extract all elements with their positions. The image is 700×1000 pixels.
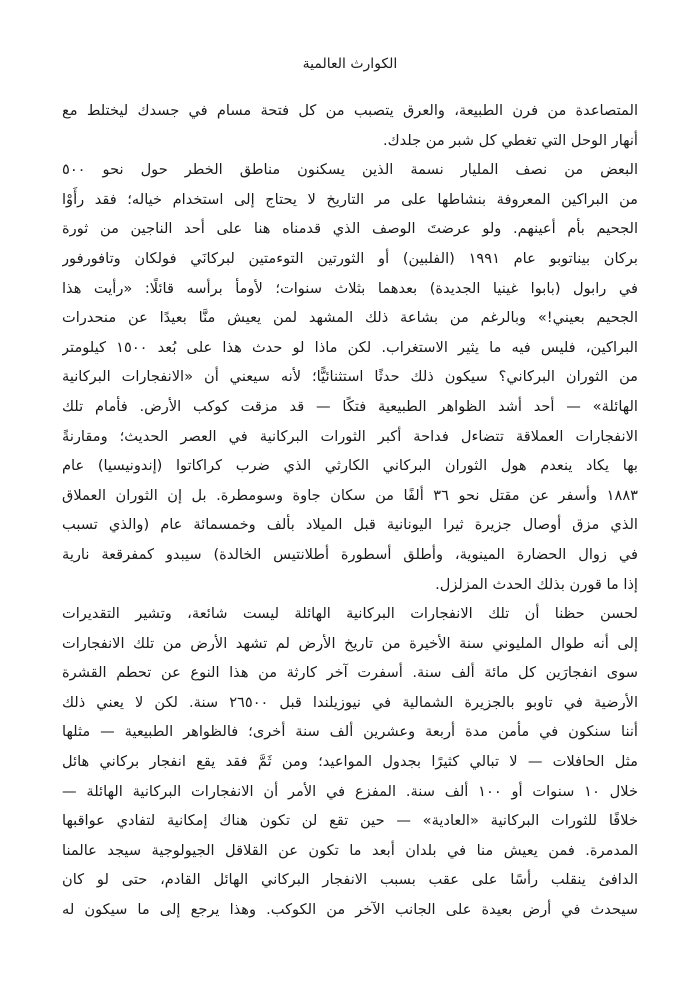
text-line: سيحدث في أرض بعيدة على الجانب الآخر من الكوكب. وهذا يرجع إلى ما سيكون له [62,901,638,919]
text-line: في زوال الحضارة المينوية، وأطلق أسطورة أطلانتيس الخالدة) سيبدو كمفرقعة نارية [62,545,638,563]
text-line: من البراكين المعروفة بنشاطها على مر التاريخ لا يحتاج إلى استخدام خياله؛ فقد رأَوْا [62,190,638,208]
text-line: مثل الحافلات — لا تبالي كثيرًا بجدول المواعيد؛ ومن ثَمَّ فقد يقع انفجار بركاني هائل [62,753,638,771]
text-line: لحسن حظنا أن تلك الانفجارات البركانية الهائلة ليست شائعة، وتشير التقديرات [62,605,638,623]
text-line: الهائلة» — أحد أشد الظواهر الطبيعية فتكًا — قد مزقت كوكب الأرض. فأمام تلك [62,397,638,415]
text-line: إلى أنه طوال المليوني سنة الأخيرة من تاريخ الأرض لم تشهد الأرض من تلك الانفجارات [62,634,638,652]
text-line: بها يكاد ينعدم هول الثوران البركاني الكارثي الذي ضرب كراكاتوا (إندونيسيا) عام [62,457,638,475]
text-line: الانفجارات العملاقة تتضاءل فداحة أكبر الثورات البركانية في العصر الحديث؛ ومقارنةً [62,427,638,445]
text-line: الجحيم بأم أعينهم. ولو عرضتَ الوصف الذي قدمناه هنا على أحد الناجين من ثورة [62,220,638,238]
text-line: الذي مزق أوصال جزيرة ثيرا اليونانية قبل الميلاد بألف وخمسمائة عام (والذي تسبب [62,516,638,534]
text-line: بركان بيناتوبو عام ١٩٩١ (الفلبين) أو الثورتين التوءمتين لبركانَي فولكان وتافورفور [62,249,638,267]
text-line: البعض من نصف المليار نسمة الذين يسكنون مناطق الخطر حول نحو ٥٠٠ [62,161,638,179]
text-line: الجحيم بعيني!» وبالرغم من بشاعة ذلك المشهد لمن يعيش منَّا بعيدًا عن منحدرات [62,309,638,327]
text-line: خلال ١٠ سنوات أو ١٠٠ ألف سنة. المفزع في الأمر أن الانفجارات البركانية الهائلة — [62,782,638,800]
text-line: الأرضية في تاوبو بالجزيرة الشمالية في نيوزيلندا قبل ٢٦٥٠٠ سنة. لكن لا يعني ذلك [62,693,638,711]
text-line: خلافًا للثورات البركانية «العادية» — حين تقع لن تكون هناك إمكانية لتفادي عواقبها [62,812,638,830]
text-line: من الثوران البركاني؟ سيكون ذلك حدثًا استثنائيًّا؛ لأنه سيعني أن «الانفجارات البركانية [62,368,638,386]
body-text [62,96,638,925]
text-line: المدمرة. فمن يعيش منا في بلدان أبعد ما تكون عن القلاقل الجيولوجية سيجد عالمنا [62,841,638,859]
text-line: البراكين، فليس فيه ما يثير الاستغراب. لكن ماذا لو حدث هذا على بُعد ١٥٠٠ كيلومتر [62,338,638,356]
running-header: الكوارث العالمية [302,56,398,72]
text-line: في رابول (بابوا غينيا الجديدة) بعدهما بثلاث سنوات؛ لأومأ برأسه قائلًا: «رأيت هذا [62,279,638,297]
text-line: إذا ما قورن بذلك الحدث المزلزل. [435,575,638,593]
text-line: المتصاعدة من فرن الطبيعة، والعرق يتصبب من كل فتحة مسام في جسدك ليختلط مع [62,102,638,119]
text-line: ١٨٨٣ وأسفر عن مقتل نحو ٣٦ ألفًا من سكان جاوة وسومطرة. بل إن الثوران العملاق [62,486,638,504]
text-line: أننا سنكون في مأمن مدة أربعة وعشرين ألف سنة أخرى؛ فالظواهر الطبيعية — مثلها [62,723,638,741]
text-line: أنهار الوحل التي تغطي كل شبر من جلدك. [382,131,638,149]
text-line: سوى انفجارَين كل مائة ألف سنة. أسفرت آخر كارثة من هذا النوع عن تحطم القشرة [62,664,638,682]
text-line: الدافئ ينقلب رأسًا على عقب بسبب الانفجار البركاني الهائل القادم، حتى لو كان [62,871,638,889]
